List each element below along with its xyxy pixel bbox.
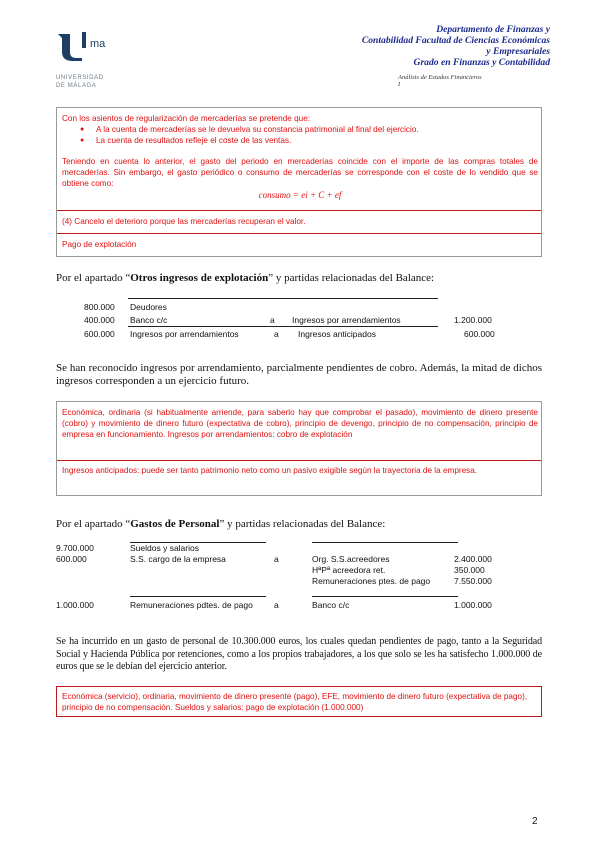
box1-formula: consumo = ei + C + ef	[258, 190, 342, 200]
entry1-a-2: a	[270, 315, 275, 325]
entry2-debit-2: 600.000	[56, 554, 87, 564]
entry1-debit-2: 400.000	[84, 315, 115, 325]
entry1-credit-2: 1.200.000	[454, 315, 492, 325]
entry2-a: a	[274, 554, 279, 564]
entry2-credit-account-2: HªPª acreedora ret.	[312, 565, 386, 575]
page-number: 2	[532, 816, 538, 827]
logo-sub1: UNIVERSIDAD	[56, 75, 104, 81]
section-other-income-title: Otros ingresos de explotación	[130, 272, 269, 284]
section-personnel: Por el apartado “Gastos de Personal” y partidas relacionadas del Balance:	[56, 518, 386, 530]
entry3-a: a	[274, 600, 279, 610]
dept-line-1: Departamento de Finanzas y	[436, 24, 550, 35]
box3-text: Económica (servicio), ordinaria, movimiento de dinero presente (pago), EFE, movimiento de dinero futuro (expectativa de pago), principio de no compensación. Sueldos y salarios: pago de explotación (1.000.000)	[62, 692, 528, 712]
dept-line-4: Grado en Finanzas y Contabilidad	[413, 57, 550, 68]
journal-entry-3	[56, 594, 542, 614]
entry1-account-2: Banco c/c	[130, 315, 168, 325]
entry1-credit-account-3: Ingresos anticipados	[298, 329, 376, 339]
university-logo	[56, 30, 126, 92]
notes-box-3	[56, 686, 542, 717]
box1-row3: Pago de explotación	[62, 240, 137, 249]
dept-line-2: Contabilidad Facultad de Ciencias Económicas	[361, 35, 550, 46]
entry1-credit-account-2: Ingresos por arrendamientos	[292, 315, 401, 325]
box1-bullet-2: ● La cuenta de resultados refleje el coste de las ventas.	[96, 135, 538, 146]
journal-entry-1	[56, 293, 542, 345]
box1-row2: (4) Cancelo el deterioro porque las mercaderías recuperan el valor.	[62, 217, 306, 226]
entry2-credit-account-1: Org. S.S.acreedores	[312, 554, 390, 564]
box2-row2: Ingresos anticipados: puede ser tanto patrimonio neto como un pasivo exigible según la trayectoria de la empresa.	[62, 466, 478, 475]
entry1-debit-3: 600.000	[84, 329, 115, 339]
section-personnel-title: Gastos de Personal	[130, 518, 220, 530]
paragraph-1: Se han reconocido ingresos por arrendamiento, parcialmente pendientes de cobro. Además, la mitad de dichos ingresos corresponden a un ejercicio futuro.	[56, 362, 542, 387]
entry2-account-1: Sueldos y salarios	[130, 543, 199, 553]
entry3-credit-account: Banco c/c	[312, 600, 350, 610]
entry2-credit-account-3: Remuneraciones ptes. de pago	[312, 576, 431, 586]
entry1-debit-1: 800.000	[84, 302, 115, 312]
entry2-debit-1: 9.700.000	[56, 543, 94, 553]
entry2-credit-1: 2.400.000	[454, 554, 492, 564]
entry3-debit: 1.000.000	[56, 600, 94, 610]
journal-entry-2	[56, 538, 542, 593]
entry2-account-2: S.S. cargo de la empresa	[130, 554, 226, 564]
subject-line-2: I	[398, 81, 401, 88]
subject-line-1: Análisis de Estados Financieros	[398, 74, 482, 81]
paragraph-2: Se ha incurrido en un gasto de personal de 10.300.000 euros, los cuales quedan pendientes de pago, tanto a la Seguridad Social y Hacienda Pública por retenciones, como a los propios trabajadores, a los que solo se les ha satisfecho 1.000.000 de euros que se le debían del ejercicio anterior.	[56, 636, 542, 672]
subject-label	[398, 74, 482, 88]
entry2-credit-3: 7.550.000	[454, 576, 492, 586]
entry1-account-3: Ingresos por arrendamientos	[130, 329, 239, 339]
entry1-credit-3: 600.000	[464, 329, 495, 339]
entry3-account: Remuneraciones pdtes. de pago	[130, 600, 253, 610]
entry3-credit: 1.000.000	[454, 600, 492, 610]
dept-line-3: y Empresariales	[486, 46, 550, 57]
box2-row1: Económica, ordinaria (si habitualmente arriende, para saberlo hay que comprobar el pasado), movimiento de dinero presente (cobro) y movimiento de dinero futuro (expectativa de cobro), principio de devengo, principio de no compensación, principio de empresa en funcionamiento. Ingresos por arrendamientos: cobro de explotación	[62, 408, 538, 439]
entry2-credit-2: 350.000	[454, 565, 485, 575]
section-other-income: Por el apartado “Otros ingresos de explotación” y partidas relacionadas del Balance:	[56, 272, 435, 284]
entry1-account-1: Deudores	[130, 302, 167, 312]
entry1-a-3: a	[274, 329, 279, 339]
logo-sub2: DE MÁLAGA	[56, 83, 97, 89]
notes-box-1	[56, 107, 542, 257]
box1-paragraph: Teniendo en cuenta lo anterior, el gasto del periodo en mercaderías coincide con el importe de las compras totales de mercaderías. Sin embargo, el gasto periódico o consumo de mercaderías se corresponde con el coste de lo vendido que se obtiene como:	[62, 157, 538, 188]
notes-box-2	[56, 401, 542, 496]
logo-letters: ma	[90, 38, 106, 50]
box1-intro: Con los asientos de regularización de mercaderías se pretende que:	[62, 114, 311, 123]
box1-bullet-1: ● A la cuenta de mercaderías se le devuelva su constancia patrimonial al final del ejercicio.	[96, 124, 538, 135]
department-header	[250, 24, 550, 68]
